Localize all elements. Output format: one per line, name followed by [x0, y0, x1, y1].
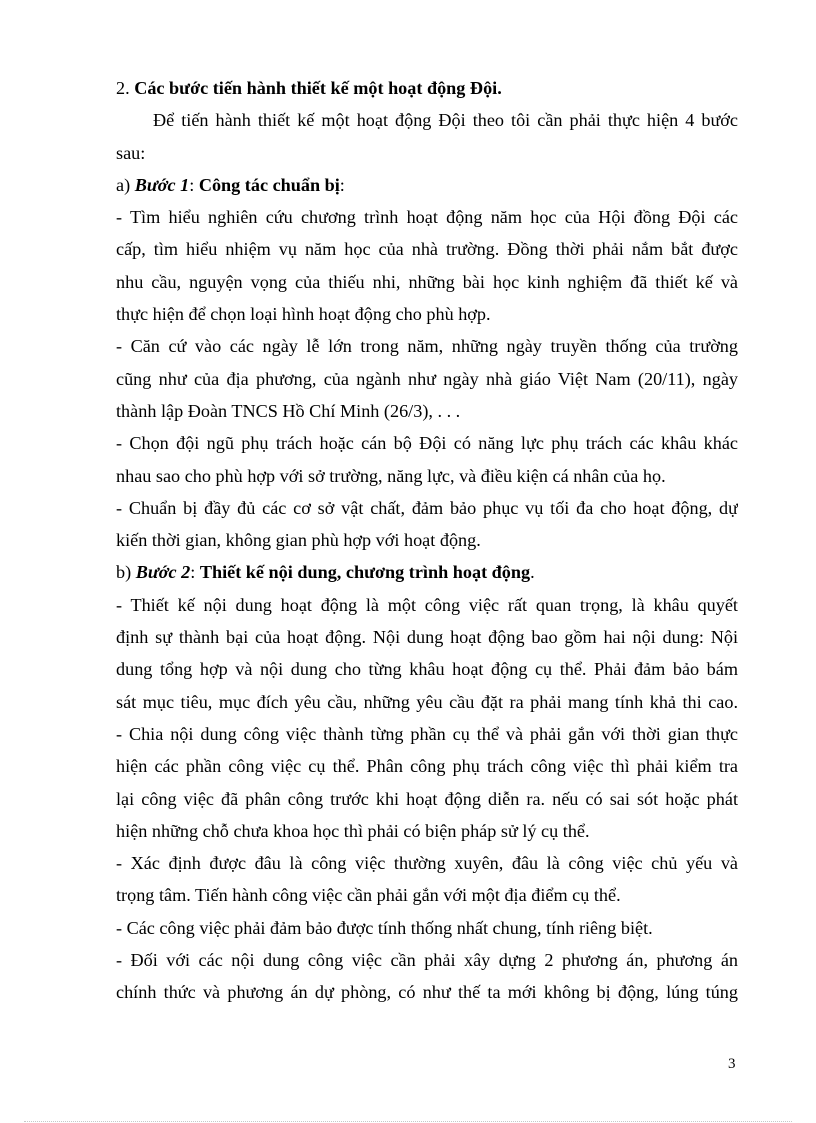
paragraph-line: - Xác định được đâu là công việc thường xuyên, đâu là công việc chủ yếu và	[116, 853, 738, 874]
intro-line: sau:	[116, 142, 146, 163]
paragraph-line: - Chọn đội ngũ phụ trách hoặc cán bộ Đội có năng lực phụ trách các khâu khác	[116, 433, 738, 454]
step-prefix: b)	[116, 562, 132, 583]
paragraph-line: hiện các phần công việc cụ thể. Phân công phụ trách công việc thì phải kiểm tra	[116, 756, 738, 777]
step-1-heading	[116, 169, 738, 201]
paragraph-line: - Tìm hiểu nghiên cứu chương trình hoạt động năm học của Hội đồng Đội các	[116, 207, 738, 228]
page-bottom-divider	[24, 1121, 792, 1122]
paragraph-line: nhu cầu, nguyện vọng của thiếu nhi, những bài học kinh nghiệm đã thiết kế và	[116, 271, 738, 292]
step-title: Thiết kế nội dung, chương trình hoạt động	[199, 562, 531, 583]
page-number: 3	[728, 1056, 736, 1072]
section-heading-number: 2.	[116, 78, 130, 98]
intro-line: Để tiến hành thiết kế một hoạt động Đội theo tôi cần phải thực hiện 4 bước	[153, 110, 738, 131]
paragraph-line: lại công việc đã phân công trước khi hoạt động diễn ra. nếu có sai sót hoặc phát	[116, 788, 738, 809]
step-2-heading	[116, 556, 738, 588]
paragraph-line: dung tổng hợp và nội dung cho từng khâu hoạt động cụ thể. Phải đảm bảo bám	[116, 659, 738, 680]
step-label: Bước 1	[134, 174, 190, 195]
step-separator: :	[190, 562, 196, 583]
paragraph-line: trọng tâm. Tiến hành công việc cần phải gắn với một địa điểm cụ thể.	[116, 885, 621, 906]
paragraph-line: - Chuẩn bị đầy đủ các cơ sở vật chất, đảm bảo phục vụ tối đa cho hoạt động, dự	[116, 497, 738, 518]
paragraph-line: - Các công việc phải đảm bảo được tính thống nhất chung, tính riêng biệt.	[116, 917, 653, 938]
paragraph-line: kiến thời gian, không gian phù hợp với hoạt động.	[116, 530, 481, 551]
paragraph-line: cấp, tìm hiểu nhiệm vụ năm học của nhà trường. Đồng thời phải nắm bắt được	[116, 239, 738, 260]
step-label: Bước 2	[135, 562, 191, 583]
document-body	[116, 72, 738, 1009]
paragraph-line: định sự thành bại của hoạt động. Nội dung hoạt động bao gồm hai nội dung: Nội	[116, 627, 738, 648]
paragraph-line: thành lập Đoàn TNCS Hồ Chí Minh (26/3), . . .	[116, 400, 461, 421]
paragraph-line: chính thức và phương án dự phòng, có như thế ta mới không bị động, lúng túng	[116, 982, 738, 1003]
paragraph-line: - Chia nội dung công việc thành từng phần cụ thể và phải gắn với thời gian thực	[116, 723, 738, 744]
paragraph-line: cũng như của địa phương, của ngành như ngày nhà giáo Việt Nam (20/11), ngày	[116, 368, 738, 389]
step-end: :	[339, 174, 345, 195]
paragraph-line: sát mục tiêu, mục đích yêu cầu, những yêu cầu đặt ra phải mang tính khả thi cao.	[116, 691, 738, 712]
step-end: .	[530, 562, 535, 583]
step-separator: :	[189, 174, 195, 195]
paragraph-line: - Đối với các nội dung công việc cần phải xây dựng 2 phương án, phương án	[116, 950, 738, 971]
paragraph-line: - Thiết kế nội dung hoạt động là một công việc rất quan trọng, là khâu quyết	[116, 594, 738, 615]
paragraph-line: nhau sao cho phù hợp với sở trường, năng lực, và điều kiện cá nhân của họ.	[116, 465, 666, 486]
paragraph-line: hiện những chỗ chưa khoa học thì phải có biện pháp sử lý cụ thể.	[116, 820, 590, 841]
paragraph-line: thực hiện để chọn loại hình hoạt động cho phù hợp.	[116, 304, 491, 325]
section-heading	[116, 72, 738, 104]
section-heading-title: Các bước tiến hành thiết kế một hoạt động Đội.	[134, 78, 502, 98]
paragraph-line: - Căn cứ vào các ngày lễ lớn trong năm, những ngày truyền thống của trường	[116, 336, 738, 357]
step-prefix: a)	[116, 174, 131, 195]
step-title: Công tác chuẩn bị	[198, 174, 340, 195]
